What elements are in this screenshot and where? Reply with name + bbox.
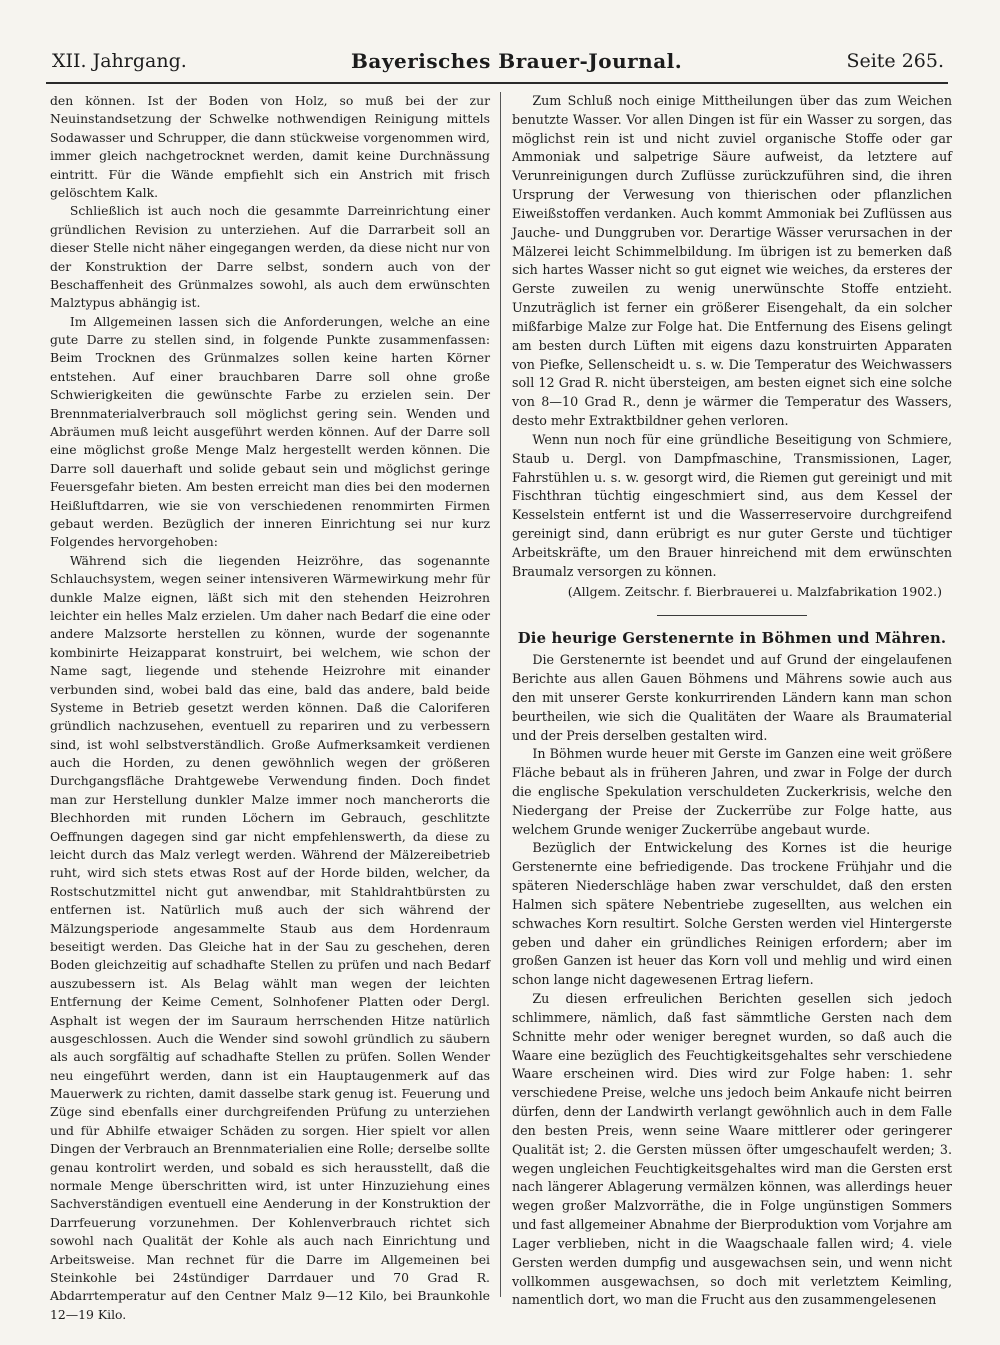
column-divider [500,92,501,1297]
page-header [52,44,944,78]
paragraph: Zum Schluß noch einige Mittheilungen über das zum Weichen benutzte Wasser. Vor allen Dingen ist für ein Wasser zu sorgen, das möglichst rein ist und nicht zuviel organische Stoffe oder gar Ammoniak und salpetrige Säure aufweist, da letztere auf Verunreinigungen durch Zuflüsse zurückzuführen sind, die ihren Ursprung der Verwesung von thierischen oder pflanzlichen Eiweißstoffen verdanken. Auch kommt Ammoniak bei Zuflüssen aus Jauche- und Dunggruben vor. Derartige Wässer verursachen in der Mälzerei leicht Schimmelbildung. Im übrigen ist zu bemerken daß sich hartes Wasser nicht so gut eignet wie weiches, da ersteres der Gerste zuweilen zu wenig unerwünschte Stoffe entzieht. Unzuträglich ist ferner ein größerer Eisengehalt, da ein solcher mißfarbige Malze zur Folge hat. Die Entfernung des Eisens gelingt am besten durch Lüften mit eigens dazu konstruirten Apparaten von Piefke, Sellenscheidt u. s. w. Die Temperatur des Weichwassers soll 12 Grad R. nicht übersteigen, am besten eignet sich eine solche von 8—10 Grad R., denn je wärmer die Temperatur des Wassers, desto mehr Extraktbildner gehen verloren. [512,93,952,429]
paragraph: Während sich die liegenden Heizröhre, das sogenannte Schlauchsystem, wegen seiner intensiveren Wärmewirkung mehr für dunkle Malze eignen, läßt sich mit den stehenden Heizrohren leichter ein helles Malz erzielen. Um daher nach Bedarf die eine oder andere Malzsorte herstellen zu können, wurde der sogenannte kombinirte Heizapparat konstruirt, bei welchem, wie schon der Name sagt, liegende und stehende Heizrohre mit einander verbunden sind, wobei bald das eine, bald das andere, bald beide Systeme in Betrieb gesetzt werden können. Daß die Caloriferen gründlich nachzusehen, eventuell zu repariren und zu verbessern sind, ist wohl selbstverständlich. Große Aufmerksamkeit verdienen auch die Horden, zu denen gewöhnlich wegen der größeren Durchgangsfläche Drahtgewebe Verwendung finden. Doch findet man zur Herstellung dunkler Malze immer noch mancherorts die Blechhorden mit runden Löchern im Gebrauch, geschlitzte Oeffnungen dagegen sind gar nicht empfehlenswerth, da diese zu leicht durch das Malz verlegt werden. Während der Mälzereibetrieb ruht, wird sich stets etwas Rost auf der Horde bilden, welcher, da Rostschutzmittel nicht gut anwendbar, mit Stahldrahtbürsten zu entfernen ist. Natürlich muß auch der sich während der Mälzungsperiode angesammelte Staub aus dem Hordenraum beseitigt werden. Das Gleiche hat in der Sau zu geschehen, deren Boden gleichzeitig auf schadhafte Stellen zu prüfen und nach Bedarf auszubessern ist. Als Belag wählt man wegen der leichten Entfernung der Keime Cement, Solnhofener Platten oder Dergl. Asphalt ist wegen der im Sauraum herrschenden Hitze natürlich ausgeschlossen. Auch die Wender sind sowohl gründlich zu säubern als auch sorgfältig auf schadhafte Stellen zu prüfen. Sollen Wender neu eingeführt werden, dann ist ein Hauptaugenmerk auf das Mauerwerk zu richten, damit dasselbe stark genug ist. Feuerung und Züge sind ebenfalls einer durchgreifenden Prüfung zu unterziehen und für Abhilfe etwaiger Schäden zu sorgen. Hier spielt vor allen Dingen der Verbrauch an Brennmaterialien eine Rolle; derselbe sollte genau kontrolirt werden, und sobald es sich herausstellt, daß die normale Menge überschritten wird, ist unter Hinzuziehung eines Sachverständigen eventuell eine Aenderung in der Konstruktion der Darrfeuerung vorzunehmen. Der Kohlenverbrauch richtet sich sowohl nach Qualität der Kohle als auch nach Einrichtung und Arbeitsweise. Man rechnet für die Darre im Allgemeinen bei Steinkohle bei 24stündiger Darrdauer und 70 Grad R. Abdarrtemperatur auf den Centner Malz 9—12 Kilo, bei Braunkohle 12—19 Kilo. [50,552,490,1322]
article-heading: Die heurige Gerstenernte in Böhmen und Mähren. [517,630,947,648]
paragraph: Im Allgemeinen lassen sich die Anforderungen, welche an eine gute Darre zu stellen sind, in folgende Punkte zusammenfassen: Beim Trocknen des Grünmalzes sollen keine harten Körner entstehen. Auf einer brauchbaren Darre soll ohne große Schwierigkeiten die gewünschte Farbe zu erzielen sein. Der Brennmaterialverbrauch soll möglichst gering sein. Wenden und Abräumen muß leicht ausgeführt werden können. Auf der Darre soll eine möglichst große Menge Malz hergestellt werden können. Die Darre soll dauerhaft und solide gebaut sein und möglichst geringe Feuersgefahr bieten. Am besten erreicht man dies bei den modernen Heißluftdarren, wie sie von verschiedenen renommirten Firmen gebaut werden. Bezüglich der inneren Einrichtung sei nur kurz Folgendes hervorgehoben: [50,313,490,550]
volume-label: XII. Jahrgang. [52,50,187,72]
paragraph: Bezüglich der Entwickelung des Kornes ist die heurige Gerstenernte eine befriedigende. Das trockene Frühjahr und die späteren Niederschläge haben zwar verschuldet, daß den ersten Halmen sich spätere Nebentriebe zugesellten, aus welchen ein schwaches Korn resultirt. Solche Gersten werden viel Hintergerste geben und daher ein gründliches Reinigen erfordern; aber im großen Ganzen ist heuer das Korn voll und mehlig und wird einen schon lange nicht dagewesenen Ertrag liefern. [512,840,952,988]
paragraph: Wenn nun noch für eine gründliche Beseitigung von Schmiere, Staub u. Dergl. von Dampfmaschine, Transmissionen, Lager, Fahrstühlen u. s. w. gesorgt wird, die Riemen gut gereinigt und mit Fischthran tüchtig eingeschmiert sind, aus dem Kessel der Kesselstein entfernt ist und die Wasserreservoire durchgreifend gereinigt sind, dann erübrigt es nur guter Gerste und tüchtiger Arbeitskräfte, um den Brauer hinreichend mit dem erwünschten Braumalz versorgen zu können. [512,431,952,579]
journal-title: Bayerisches Brauer-Journal. [351,49,683,73]
paragraph: Zu diesen erfreulichen Berichten gesellen sich jedoch schlimmere, nämlich, daß fast sämmtliche Gersten nach dem Schnitte mehr oder weniger beregnet wurden, so daß auch die Waare eine bezüglich des Feuchtigkeitsgehaltes sehr verschiedene Waare erscheinen wird. Dies wird zur Folge haben: 1. sehr verschiedene Preise, welche uns jedoch beim Ankaufe nicht beirren dürfen, denn der Landwirth verlangt gewöhnlich auch in dem Falle den besten Preis, wenn seine Waare mittlerer oder geringerer Qualität ist; 2. die Gersten müssen öfter umgeschaufelt werden; 3. wegen ungleichen Feuchtigkeitsgehaltes wird man die Gersten erst nach längerer Ablagerung vermälzen können, was allerdings heuer wegen großer Malzvorräthe, die in Folge ungünstigen Sommers und fast allgemeiner Abnahme der Bierproduktion vom Vorjahre am Lager verblieben, nicht in die Waagschaale fallen wird; 4. viele Gersten werden dumpfig und ausgewachsen sein, und wenn nicht vollkommen ausgewachsen, so doch mit verletztem Keimling, namentlich dort, wo man die Frucht aus den zusammengelesenen [512,991,952,1308]
right-column [512,92,952,1310]
paragraph: den können. Ist der Boden von Holz, so muß bei der zur Neuinstandsetzung der Schwelke nothwendigen Reinigung mittels Sodawasser und Schrupper, die dann stückweise vorgenommen wird, immer gleich nachgetrocknet werden, damit keine Durchnässung eintritt. Für die Wände empfiehlt sich ein Anstrich mit frisch gelöschtem Kalk. [50,93,490,200]
article-separator [657,615,807,616]
source-citation: (Allgem. Zeitschr. f. Bierbrauerei u. Malzfabrikation 1902.) [567,583,942,599]
header-rule [46,82,948,84]
paragraph: Die Gerstenernte ist beendet und auf Grund der eingelaufenen Berichte aus allen Gauen Böhmens und Mährens sowie auch aus den mit unserer Gerste konkurrirenden Ländern kann man schon beurtheilen, wie sich die Qualitäten der Waare als Braumaterial und der Preis derselben gestalten wird. [512,652,952,743]
page-number: Seite 265. [846,50,944,72]
paragraph: In Böhmen wurde heuer mit Gerste im Ganzen eine weit größere Fläche bebaut als in früheren Jahren, und zwar in Folge der durch die englische Spekulation verschuldeten Zuckerkrisis, welche den Niedergang der Preise der Zuckerrübe zur Folge hatte, aus welchem Grunde weniger Zuckerrübe angebaut wurde. [512,746,952,837]
left-column [50,92,490,1324]
paragraph: Schließlich ist auch noch die gesammte Darreinrichtung einer gründlichen Revision zu unterziehen. Auf die Darrarbeit soll an dieser Stelle nicht näher eingegangen werden, da diese nicht nur von der Konstruktion der Darre selbst, sondern auch von der Beschaffenheit des Grünmalzes sowohl, als auch dem erwünschten Malztypus abhängig ist. [50,203,490,311]
